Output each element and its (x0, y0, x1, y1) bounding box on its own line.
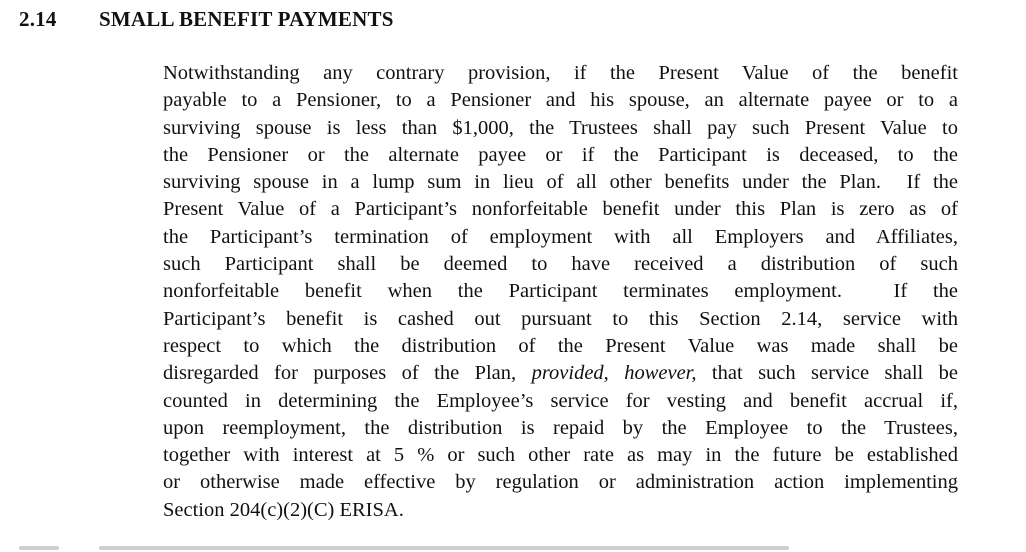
text-run: together with interest at 5 % or such other rate as may in the future be established (163, 444, 958, 467)
paragraph-line (163, 442, 958, 469)
text-run: Present Value of a Participant’s nonforfeitable benefit under this Plan is zero as of (163, 198, 958, 221)
section-title: SMALL BENEFIT PAYMENTS (99, 7, 394, 31)
paragraph-line (163, 333, 958, 360)
text-run: surviving spouse in a lump sum in lieu of all other benefits under the Plan. If the (163, 171, 958, 194)
paragraph-line (163, 251, 958, 278)
section-heading (19, 7, 394, 32)
section-body-paragraph (163, 60, 958, 524)
cutoff-text-fragment (99, 546, 789, 550)
paragraph-line (163, 306, 958, 333)
paragraph-line (163, 87, 958, 114)
paragraph-line (163, 115, 958, 142)
text-run: counted in determining the Employee’s service for vesting and benefit accrual if, (163, 389, 958, 412)
italic-text-run: provided, however, (531, 362, 697, 385)
paragraph-line (163, 415, 958, 442)
text-run: respect to which the distribution of the Present Value was made shall be (163, 334, 958, 357)
text-run: upon reemployment, the distribution is repaid by the Employee to the Trustees, (163, 416, 958, 439)
text-run: such Participant shall be deemed to have received a distribution of such (163, 253, 958, 276)
paragraph-line (163, 142, 958, 169)
section-number: 2.14 (19, 7, 57, 31)
text-run: the Participant’s termination of employment with all Employers and Affiliates, (163, 225, 958, 248)
text-run: Participant’s benefit is cashed out pursuant to this Section 2.14, service with (163, 307, 958, 330)
paragraph-line (163, 497, 958, 524)
paragraph-line (163, 469, 958, 496)
paragraph-line (163, 60, 958, 87)
text-run: or otherwise made effective by regulation or administration action implementing (163, 471, 958, 494)
text-run: the Pensioner or the alternate payee or if the Participant is deceased, to the (163, 143, 958, 166)
paragraph-line (163, 360, 958, 387)
text-run: payable to a Pensioner, to a Pensioner and his spouse, an alternate payee or to a (163, 89, 958, 112)
paragraph-line (163, 278, 958, 305)
text-run: disregarded for purposes of the Plan, (163, 362, 532, 385)
text-run: Notwithstanding any contrary provision, if the Present Value of the benefit (163, 62, 958, 84)
text-run: that such service shall be (696, 362, 958, 385)
text-run: nonforfeitable benefit when the Participant terminates employment. If the (163, 280, 958, 303)
next-section-cutoff (0, 544, 1026, 552)
text-run: Section 204(c)(2)(C) ERISA. (163, 498, 404, 521)
text-run: surviving spouse is less than $1,000, the Trustees shall pay such Present Value to (163, 116, 958, 139)
paragraph-line (163, 196, 958, 223)
paragraph-line (163, 169, 958, 196)
cutoff-text-fragment (19, 546, 59, 550)
paragraph-line (163, 224, 958, 251)
paragraph-line (163, 388, 958, 415)
